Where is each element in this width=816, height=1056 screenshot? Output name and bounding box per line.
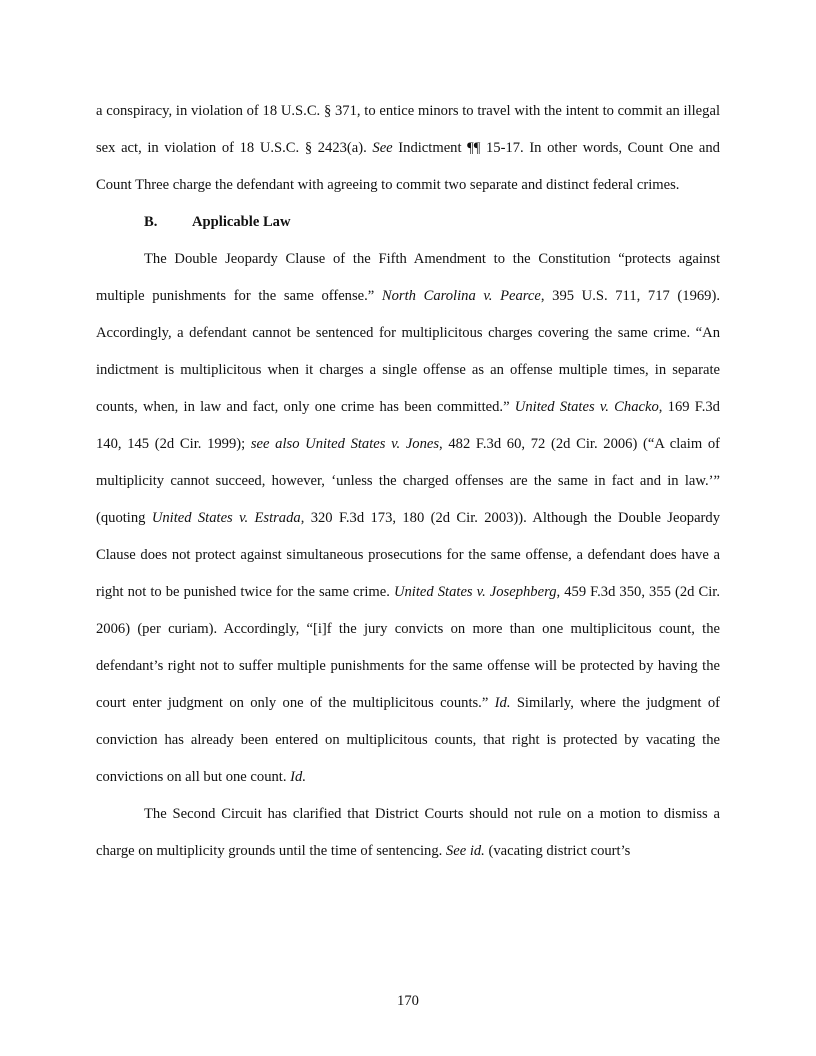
citation-italic: Id. — [290, 769, 306, 785]
citation-italic: North Carolina v. Pearce — [381, 288, 541, 304]
section-heading — [96, 204, 720, 241]
citation-italic: United States v. Chacko — [514, 399, 659, 415]
citation-italic: see also United States v. Jones — [250, 436, 440, 452]
text-run: , 482 F.3d 60, 72 (2d Cir. 2006) (“A claim of multiplicity cannot succeed, however, ‘unless the charged offenses are the same in fact and in law.’” (quoting — [96, 436, 720, 526]
text-run: , 320 F.3d 173, 180 (2d Cir. 2003)). Although the Double Jeopardy Clause does not protect against simultaneous prosecutions for the same offense, a defendant does have a right not to be punished twice for the same crime. — [96, 510, 720, 600]
text-run: Similarly, where the judgment of conviction has already been entered on multiplicitous counts, that right is protected by vacating the convictions on all but one count. — [96, 695, 720, 785]
section-letter: B. — [144, 214, 158, 230]
page-number: 170 — [397, 993, 419, 1009]
paragraph-second-circuit — [96, 796, 720, 870]
text-run: (vacating district court’s — [484, 843, 631, 859]
text-run: Indictment ¶¶ 15-17. In other words, Count One and Count Three charge the defendant with agreeing to commit two separate and distinct federal crimes. — [96, 140, 720, 193]
citation-italic: United States v. Estrada — [151, 510, 301, 526]
paragraph-continuation — [96, 93, 720, 204]
citation-italic: See — [372, 140, 393, 156]
paragraph-applicable-law — [96, 241, 720, 796]
text-run: , 169 F.3d 140, 145 (2d Cir. 1999); — [96, 399, 720, 452]
citation-italic: Id. — [494, 695, 511, 711]
text-run: , 395 U.S. 711, 717 (1969). Accordingly, a defendant cannot be sentenced for multiplicitous charges covering the same crime. “An indictment is multiplicitous when it charges a single offense as an offense multiple times, in separate counts, when, in law and fact, only one crime has been committed.” — [96, 288, 720, 415]
text-run: a conspiracy, in violation of 18 U.S.C. § 371, to entice minors to travel with the intent to commit an illegal sex act, in violation of 18 U.S.C. § 2423(a). — [96, 103, 720, 156]
citation-italic: United States v. Josephberg — [393, 584, 557, 600]
text-run: The Double Jeopardy Clause of the Fifth Amendment to the Constitution “protects against multiple punishments for the same offense.” — [96, 251, 720, 304]
text-run: The Second Circuit has clarified that District Courts should not rule on a motion to dismiss a charge on multiplicity grounds until the time of sentencing. — [96, 806, 720, 859]
text-run: , 459 F.3d 350, 355 (2d Cir. 2006) (per curiam). Accordingly, “[i]f the jury convicts on more than one multiplicitous count, the defendant’s right not to suffer multiple punishments for the same offense will be protected by having the court enter judgment on only one of the multiplicitous counts.” — [96, 584, 720, 711]
section-title: Applicable Law — [192, 214, 291, 230]
document-body — [96, 93, 720, 870]
citation-italic: See id. — [445, 843, 485, 859]
